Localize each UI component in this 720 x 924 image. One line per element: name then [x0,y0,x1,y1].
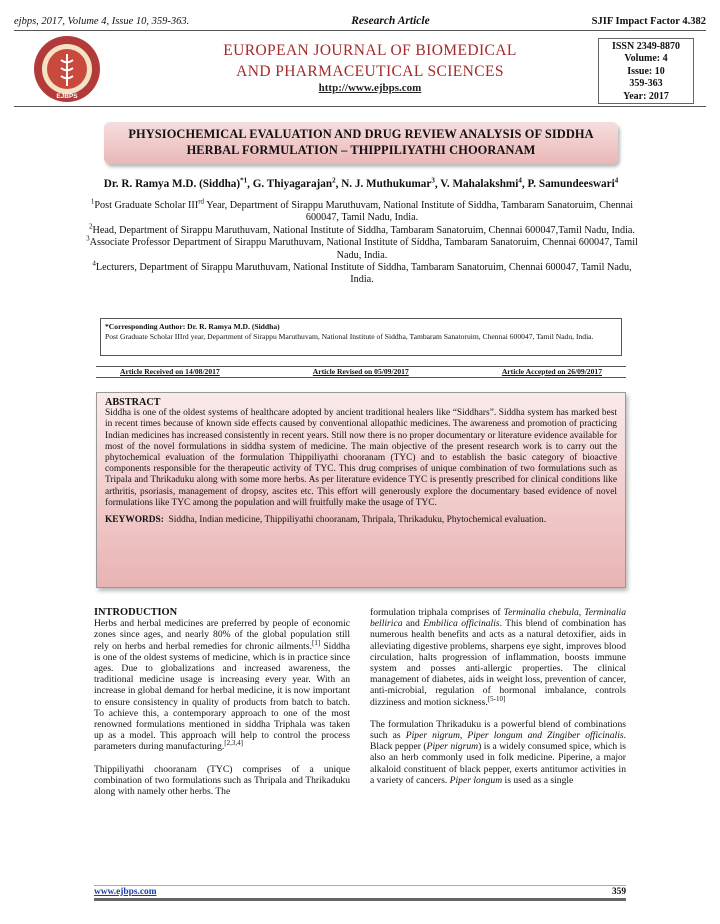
journal-name: EUROPEAN JOURNAL OF BIOMEDICAL AND PHARMACEUTICAL SCIENCES [223,42,517,80]
affiliation-4: $^4$Lecturers, Department of Sirappu Maruthuvam, National Institute of Siddha, Tambaram Sanatoruim, Chennai 600047, Tamil Nadu, India. [92,259,632,286]
footer-url[interactable]: www.ejbps.com [94,887,157,897]
date-revised: Article Revised on 05/09/2017 [312,367,409,376]
running-header [14,12,706,31]
abstract [96,392,626,588]
intro-paragraph-1: Herbs and herbal medicines are preferred by people of economic zones since ages, and nearly 80% of the global population still rely on herbs and herbal remedies for chronic ailments.[1] Siddha is one of the oldest systems of medicine, which is in practice since ages. Due to globalizations and increased awareness, the traditional medicine usage is increasing every year. With an increase in global demand for herbal medicine, it is now important to ensure consistency in quality of products from batch to batch. To achieve this, a contemporary approach to one of the most renowned formulations mentioned in siddha Triphala was taken up as a model. This approach will help to control the process parameters during manufacturing.[2,3,4] [94,618,350,753]
triphala-paragraph: formulation triphala comprises of Terminalia chebula, Terminalia bellirica and Embilica officinalis. This blend of combination has numerous health benefits and acts as a natural detoxifier, aids in alleviating digestive problems, sharpens eye sight, improves blood circulation, halts progression of inflammation, boosts immune system and posses anti-allergic properties. The clinical management of diabetes, aids in weight loss, prevention of cancer, anti-microbial, regulation of hormonal imbalance, controls dizziness and motion sickness.[5-10] [370,607,626,708]
masthead-divider [14,106,706,107]
thrikaduku-paragraph: The formulation Thrikaduku is a powerful blend of combinations such as Piper nigrum, Piper longum and Zingiber officinalis. Black pepper (Piper nigrum) is a widely consumed spice, which is also an herb commonly used in folk medicine. Piperine, a major alkaloid constituent of black pepper, exerts antitumor activities in a variety of cancers. Piper longum is used as a single [370,718,627,786]
affiliation-3: $^3$Associate Professor Department of Sirappu Maruthuvam, National Institute of Siddha, Tambaram Sanatoruim, Chennai 600047, Tamil Nadu, India. [86,234,638,261]
impact-factor: SJIF Impact Factor 4.382 [591,16,706,27]
article-title: PHYSIOCHEMICAL EVALUATION AND DRUG REVIEW ANALYSIS OF SIDDHA HERBAL FORMULATION – THIPPILIYATHI CHOORANAM [104,122,618,164]
keywords: KEYWORDS: Siddha, Indian medicine, Thippiliyathi chooranam, Thripala, Thrikaduku, Phytochemical evaluation. [105,515,547,526]
article-dates [96,366,626,378]
masthead [14,34,706,104]
intro-heading: INTRODUCTION [94,607,178,618]
issn-box: ISSN 2349-8870 Volume: 4 Issue: 10 359-363 Year: 2017 [598,38,694,104]
logo-text: EJBPS [56,93,78,100]
page-number: 359 [611,887,626,897]
date-accepted: Article Accepted on 26/09/2017 [501,367,602,376]
journal-logo [32,34,102,104]
author-list: Dr. R. Ramya M.D. (Siddha)$^{*1}$, G. Thiyagarajan$^2$, N. J. Muthukumar$^3$, V. Mahalakshmi$^4$, P. Samundeeswari$^4$ [103,176,619,190]
affiliations [84,197,640,287]
abstract-heading: ABSTRACT [105,397,161,408]
date-received: Article Received on 14/08/2017 [120,367,220,376]
citation: ejbps, 2017, Volume 4, Issue 10, 359-363. [14,16,190,27]
body-column-left [94,607,350,808]
corresponding-author: *Corresponding Author: Dr. R. Ramya M.D. (Siddha) Post Graduate Scholar IIIrd year, Department of Sirappu Maruthuvam, National Institute of Siddha, Tambaram Sanatoruim, Chennai 600047, Tamil Nadu, India. [100,318,622,356]
affiliation-2: $^2$Head, Department of Sirappu Maruthuvam, National Institute of Siddha, Tambaram Sanatoruim, Chennai 600047,Tamil Nadu, India. [89,222,635,236]
abstract-text: Siddha is one of the oldest systems of healthcare adopted by ancient traditional healers like “Siddhars”. Siddha system has marked best in recent times because of known side effects caused by conventional allopathic medicines. The awareness and promotion of practicing Indian medicines has increased consistently in recent years. Still now there is no proper documentary or literature evidence available for most of the novel formulations in siddha system of medicine. The main objective of the present research work is to carry out the phytochemical evaluation of the formulation Thippiliyathi chooranam (TYC) and to establish the basic category of bioactive components responsible for the therapeutic activity of TYC. This drug comprises of unique combination of two formulations such as Tripala and Thrikaduku along with some more herbs. As per literature evidence TYC is presently prescribed for clinical conditions like arthritis, psoriasis, management of dropsy, ascites etc. This effort will generously explore the documentary based evidence of novel formulations like TYC among the population and will fruitfully make the usage of TYC. [105,408,617,508]
article-type: Research Article [351,15,430,27]
intro-paragraph-2: Thippiliyathi chooranam (TYC) comprises of a unique combination of two formulations such as Thripala and Thrikaduku along with namely other herbs. The [94,763,350,798]
journal-url[interactable]: http://www.ejbps.com [318,82,422,94]
page-footer [94,885,626,901]
body-column-right [370,607,626,797]
affiliation-1: $^1$Post Graduate Scholar IIIrd Year, Department of Sirappu Maruthuvam, National Institute of Siddha, Tambaram Sanatoruim, Chennai 600047, Tamil Nadu, India. [90,197,634,224]
